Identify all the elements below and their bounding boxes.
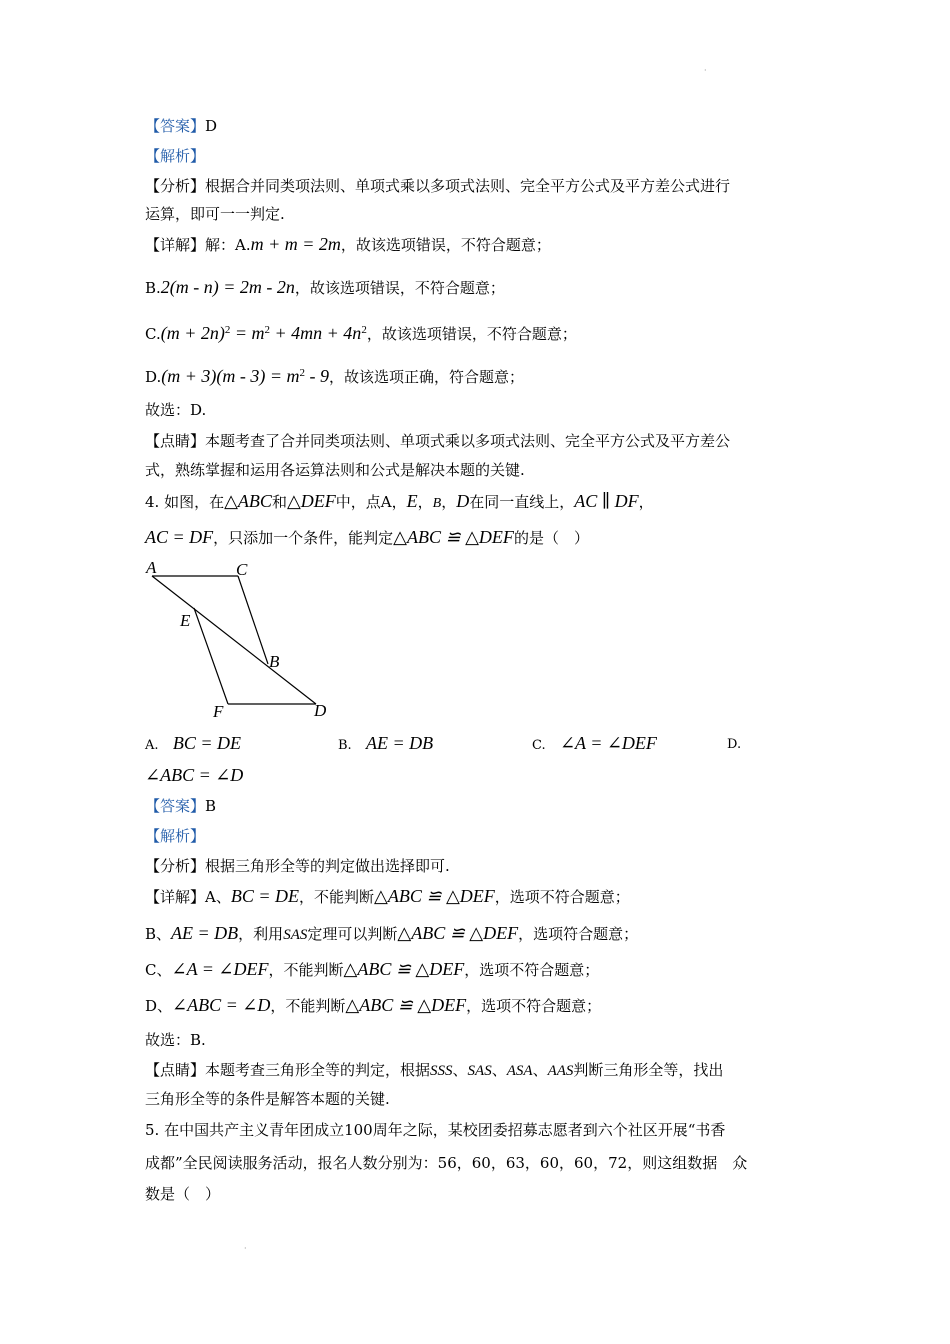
segment-ad [152, 576, 316, 704]
q4-figure [140, 556, 340, 724]
label-a: A [146, 558, 157, 577]
label-d: D [314, 701, 327, 720]
q3-detail-a: 【详解】解：A.m + m = 2m，故该选项错误，不符合题意； [145, 234, 551, 254]
q4-option-c: C. ∠A = ∠DEF [532, 733, 657, 753]
q3-detail-b: B.2(m - n) = 2m - 2n，故该选项错误，不符合题意； [145, 277, 505, 297]
q4-detail-c: C、∠A = ∠DEF，不能判断△ABC ≌ △DEF，选项不符合题意； [145, 959, 600, 979]
q3-dianjing-line2: 式，熟练掌握和运用各运算法则和公式是解决本题的关键. [145, 461, 525, 479]
q3-fenxi-line1: 【分析】根据合并同类项法则、单项式乘以多项式法则、完全平方公式及平方差公式进行 [145, 177, 731, 195]
label-f: F [213, 702, 224, 721]
q3-answer: 【答案】D [145, 117, 218, 135]
q4-answer: 【答案】B [145, 797, 217, 815]
label-c: C [236, 560, 248, 579]
q3-choice: 故选：D. [145, 401, 207, 419]
q5-stem-line3: 数是（ ） [145, 1185, 221, 1203]
q5-stem-line1: 5. 在中国共产主义青年团成立100周年之际，某校团委招募志愿者到六个社区开展“书香 [145, 1121, 726, 1139]
q4-option-d-label: D. [727, 737, 742, 752]
q4-detail-d: D、∠ABC = ∠D，不能判断△ABC ≌ △DEF，选项不符合题意； [145, 995, 602, 1015]
q4-choice: 故选：B. [145, 1031, 206, 1049]
q4-dianjing-line1: 【点睛】本题考查三角形全等的判定，根据SSS、SAS、ASA、AAS判断三角形全等，找出 [145, 1061, 724, 1079]
page-mark-bottom: · [244, 1244, 247, 1253]
q3-detail-d: $D.(m + 3)(m - 3) = m^2 - 9$，故该选项正确，符合题意； [145, 366, 525, 386]
q4-option-b: B. AE = DB [338, 733, 434, 753]
q3-fenxi-line2: 运算，即可一一判定. [145, 205, 285, 223]
q4-stem-line2: AC = DF，只添加一个条件，能判定△ABC ≌ △DEF的是（ ） [145, 527, 589, 547]
q4-fenxi: 【分析】根据三角形全等的判定做出选择即可. [145, 857, 450, 875]
q4-option-a: A. BC = DE [145, 733, 241, 753]
q4-dianjing-line2: 三角形全等的条件是解答本题的关键. [145, 1090, 390, 1108]
q5-stem-line2: 成都”全民阅读服务活动，报名人数分别为：56，60，63，60，60，72，则这组数据 众 [145, 1154, 748, 1172]
q4-option-d-expr: ∠ABC = ∠D [145, 765, 244, 785]
page-mark: · [704, 66, 707, 75]
q4-analysis-tag: 【解析】 [145, 827, 206, 845]
q3-dianjing-line1: 【点睛】本题考查了合并同类项法则、单项式乘以多项式法则、完全平方公式及平方差公 [145, 432, 731, 450]
q3-detail-c: $C.(m + 2n)^2 = m^2 + 4mn + 4n^2$，故该选项错误，不符合题意； [145, 323, 577, 343]
q3-analysis-tag: 【解析】 [145, 147, 206, 165]
q4-detail-b: B、AE = DB，利用SAS定理可以判断△ABC ≌ △DEF，选项符合题意； [145, 923, 639, 943]
q4-detail-a: 【详解】A、BC = DE，不能判断△ABC ≌ △DEF，选项不符合题意； [145, 886, 630, 906]
segment-cb [238, 576, 268, 664]
label-b: B [269, 652, 280, 671]
q4-stem-line1: 4. 如图，在△ABC和△DEF中，点A，E，B，D在同一直线上，AC ∥ DF， [145, 491, 654, 511]
label-e: E [180, 611, 191, 630]
